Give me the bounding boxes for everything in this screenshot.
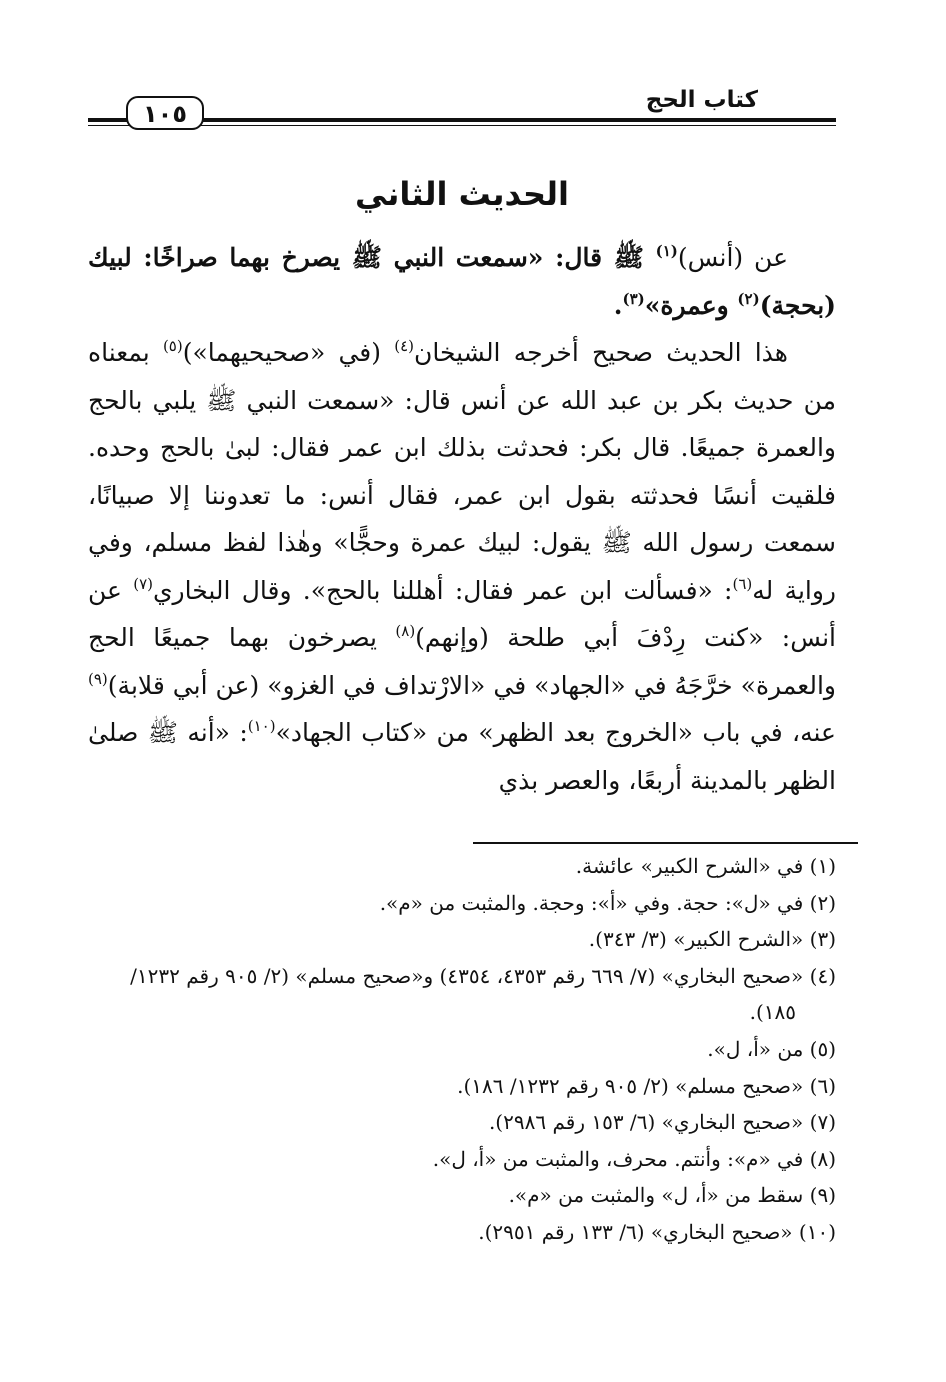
footnotes [88,848,836,1251]
footnote: (٩) سقط من «أ، ل» والمثبت من «م». [508,1183,836,1208]
text-run: ﷺ قال: «سمعت النبي ﷺ يصرخ بهما صراخًا: لبيك (بحجة) [88,243,836,320]
footnote: (٤) «صحيح البخاري» (٧/ ٦٦٩ رقم ٤٣٥٣، ٤٣٥٤) و«صحيح مسلم» (٢/ ٩٠٥ رقم ١٢٣٢/ ١٨٥). [130,963,836,1025]
text-run: عنه، في باب «الخروج بعد الظهر» من «كتاب الجهاد» [275,718,836,747]
text-run: يصرخون بهما جميعًا الحج والعمرة» خرَّجَهُ في «الجهاد» في «الارْتداف في الغزو» (عن أبي قلابة) [88,623,836,700]
footnote: (٥) من «أ، ل». [707,1036,836,1061]
text-run: . [613,290,623,320]
text-run: عن أنس: «كنت رِدْفَ أبي طلحة (وإنهم) [88,575,837,652]
page-header [88,86,836,132]
text-run: : «فسألت ابن عمر فقال: أهللنا بالحج». وقال البخاري [152,575,733,605]
text-run: عن (أنس) [677,243,788,272]
footnote: (١٠) «صحيح البخاري» (٦/ ١٣٣ رقم ٢٩٥١). [478,1219,836,1244]
footnote: (٧) «صحيح البخاري» (٦/ ١٥٣ رقم ٢٩٨٦). [488,1110,836,1135]
footnote-ref: (٧) [133,574,153,593]
text-run: (في «صحيحيهما») [182,338,395,367]
footnote-ref: (٣) [622,289,645,308]
section-title: الحديث الثاني [354,175,569,213]
text-run: : «أنه ﷺ صلىٰ الظهر بالمدينة أربعًا، والعصر بذي [88,718,836,795]
footnote-ref: (٦) [732,574,753,593]
footnote: (٢) في «ل»: حجة. وفي «أ»: وحجة. والمثبت من «م». [379,890,836,915]
footnote-ref: (٥) [162,337,183,355]
commentary-paragraph [88,329,836,804]
page-number: ١٠٥ [126,96,204,130]
text-run: وعمرة» [644,290,738,320]
footnote-ref: (٩) [88,669,108,688]
footnote-ref: (١٠) [247,717,276,735]
footnote-ref: (٢) [737,289,760,308]
body-text [88,234,836,804]
footnote: (٣) «الشرح الكبير» (٣/ ٣٤٣). [588,927,836,952]
footnote-ref: (٨) [395,622,416,640]
running-head: كتاب الحج [645,87,758,113]
text-run: هذا الحديث صحيح أخرجه الشيخان [413,338,788,367]
footnote-separator [473,842,858,844]
footnote: (١) في «الشرح الكبير» عائشة. [575,854,836,878]
footnote: (٨) في «م»: وأنتم. محرف، والمثبت من «أ، ل». [432,1146,836,1171]
footnote: (٦) «صحيح مسلم» (٢/ ٩٠٥ رقم ١٢٣٢/ ١٨٦). [457,1073,836,1098]
footnote-ref: (٤) [394,337,414,355]
hadith-text [88,234,836,329]
text-run: بمعناه من حديث بكر بن عبد الله عن أنس قال: «سمعت النبي ﷺ يلبي بالحج والعمرة جميعًا. قال بكر: فحدثت بذلك ابن عمر فقال: لبىٰ بالحج وحده. فلقيت أنسًا فحدثته بقول ابن عمر، فقال أنس: ما تعدوننا إلا صبيانًا، سمعت رسول الله ﷺ يقول: لبيك عمرة وحجًّا» وهٰذا لفظ مسلم، وفي رواية له [88,338,837,605]
footnote-ref: (١) [655,242,678,260]
